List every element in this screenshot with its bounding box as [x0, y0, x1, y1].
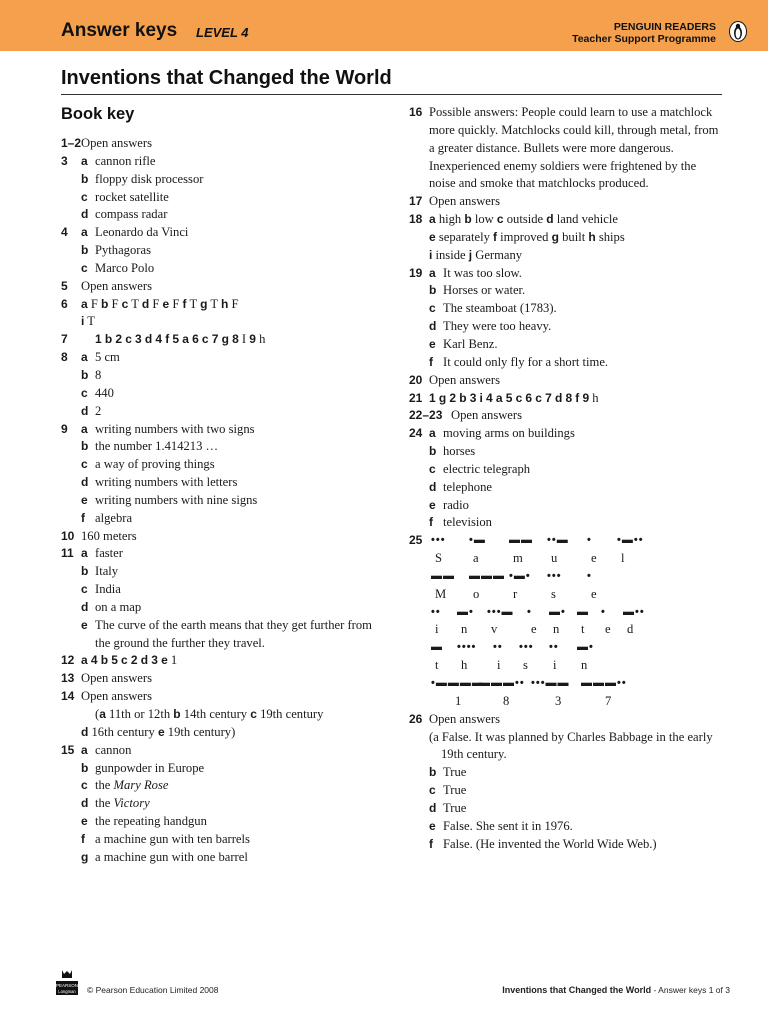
answer-row: c the Mary Rose: [81, 778, 169, 793]
answer-row: d compass radar: [81, 207, 168, 222]
right-column: [409, 104, 724, 853]
answer-row: b 8: [81, 367, 102, 382]
morse-code-row: 25 ••• •▬ ▬▬ ••▬ • •▬••: [409, 533, 644, 548]
answer-26-rest: [409, 764, 724, 853]
page-footer-text: Inventions that Changed the World - Answer keys 1 of 3: [502, 985, 730, 995]
answer-row: 11 a faster: [61, 546, 123, 561]
answer-row: 13 Open answers: [61, 671, 152, 686]
answer-18: 18 a high b low c outside d land vehicle: [409, 212, 618, 227]
header-bar: [0, 0, 768, 51]
answer-row: 12 a 4 b 5 c 2 d 3 e 1: [61, 653, 178, 668]
answer-row: 5 Open answers: [61, 278, 152, 293]
answer-row: d 2: [81, 403, 102, 418]
answer-row: e radio: [429, 497, 469, 512]
answer-16: 16 Possible answers: People could learn to use a matchlock more quickly. Matchlocks could kill, through metal, from a greater distance. Bullets were more dangerous. Inexperienced enemy soldiers were frightened by the noise and smoke that matchlocks produced.: [409, 105, 719, 191]
answer-17: 17 Open answers: [409, 194, 500, 209]
answer-row: e The curve of the earth means that they get further from the ground the further they travel.: [81, 617, 372, 650]
answer-row: b the number 1.414213 …: [81, 439, 219, 454]
copyright-text: © Pearson Education Limited 2008: [87, 985, 219, 995]
answer-row: c electric telegraph: [429, 461, 531, 476]
answer-row: c 440: [81, 385, 114, 400]
answer-24: [409, 425, 724, 532]
answer-19: [409, 265, 724, 372]
answer-row: c rocket satellite: [81, 189, 169, 204]
morse-letters-row: S a m u e l: [435, 551, 625, 566]
answer-row: g a machine gun with one barrel: [81, 849, 248, 864]
answer-keys-heading: Answer keys: [61, 20, 178, 41]
answer-row: d They were too heavy.: [429, 319, 552, 334]
answer-row: b floppy disk processor: [81, 171, 204, 186]
answer-row: c The steamboat (1783).: [429, 301, 557, 316]
answer-row: d writing numbers with letters: [81, 475, 238, 490]
answer-row: 8 a 5 cm: [61, 350, 120, 365]
answer-row: d on a map: [81, 599, 142, 614]
answer-row: i T: [81, 314, 95, 329]
answer-row: b True: [429, 765, 467, 780]
answer-row: 14 Open answers: [61, 689, 152, 704]
answer-row: (a 11th or 12th b 14th century c 19th century: [95, 707, 324, 721]
answer-22-23: 22–23 Open answers: [409, 408, 522, 423]
answer-row: b Pythagoras: [81, 243, 151, 258]
answer-row: f It could only fly for a short time.: [429, 354, 609, 369]
answer-row: d telephone: [429, 479, 492, 494]
answer-21: 21 1 g 2 b 3 i 4 a 5 c 6 c 7 d 8 f 9 h: [409, 390, 599, 405]
answer-row: 15 a cannon: [61, 742, 132, 757]
answer-row: f a machine gun with ten barrels: [81, 831, 250, 846]
answer-row: 7 1 b 2 c 3 d 4 f 5 a 6 c 7 g 8 I 9 h: [61, 332, 266, 347]
answer-26a: (a False. It was planned by Charles Babbage in the early 19th century.: [429, 729, 713, 762]
svg-text:Longman: Longman: [58, 989, 76, 994]
answer-row: e the repeating handgun: [81, 814, 207, 829]
title-divider: [61, 94, 722, 95]
answer-row: 4 a Leonardo da Vinci: [61, 225, 189, 240]
answer-row: 9 a writing numbers with two signs: [61, 421, 255, 436]
penguin-logo-icon: [729, 21, 747, 42]
answer-row: 19 a It was too slow.: [409, 265, 522, 280]
answer-18-cont: e separately f improved g built h ships: [429, 229, 625, 244]
answer-row: 6 a F b F c T d F e F f T g T h F: [61, 296, 239, 311]
answer-row: c India: [81, 582, 121, 597]
morse-letters-row: M o r s e: [435, 586, 597, 601]
answer-row: 24 a moving arms on buildings: [409, 426, 575, 441]
publisher-label: PENGUIN READERS Teacher Support Programme: [572, 21, 716, 45]
morse-code-row: ▬ •••• •• ••• •• ▬•: [431, 641, 594, 654]
answer-row: c a way of proving things: [81, 457, 215, 472]
answer-row: e writing numbers with nine signs: [81, 492, 258, 507]
left-column: [61, 135, 381, 867]
answer-row: f television: [429, 515, 492, 530]
morse-letters-row: t h i s i n: [435, 658, 588, 673]
answer-row: d the Victory: [81, 796, 150, 811]
morse-code-row: •▬▬▬▬ ▬▬▬•• •••▬▬ ▬▬▬••: [431, 677, 627, 689]
morse-letters-row: i n v e n t e d: [435, 622, 634, 637]
answer-row: b horses: [429, 444, 476, 459]
pearson-longman-logo-icon: [54, 968, 80, 996]
answer-row: e False. She sent it in 1976.: [429, 818, 573, 833]
answer-26: 26 Open answers: [409, 711, 500, 726]
morse-code-row: ▬▬ ▬▬▬ •▬• ••• •: [431, 569, 592, 582]
answer-row: 1–2 Open answers: [61, 136, 152, 150]
answer-25: [409, 532, 724, 710]
answer-row: d 16th century e 19th century): [81, 724, 236, 739]
answer-20: 20 Open answers: [409, 372, 500, 387]
answer-row: b Horses or water.: [429, 283, 526, 298]
level-label: LEVEL 4: [196, 25, 249, 40]
answer-row: 3 a cannon rifle: [61, 153, 156, 168]
svg-text:PEARSON: PEARSON: [55, 983, 79, 988]
answer-row: c True: [429, 783, 467, 798]
answer-row: e Karl Benz.: [429, 336, 498, 351]
answer-row: d True: [429, 800, 467, 815]
footer: [54, 968, 734, 998]
answer-row: f False. (He invented the World Wide Web.): [429, 836, 657, 851]
answer-row: b Italy: [81, 564, 119, 579]
morse-letters-row: 1 8 3 7: [455, 693, 612, 708]
answer-row: f algebra: [81, 510, 133, 525]
morse-code-row: •• ▬• •••▬ • ▬• ▬ • ▬••: [431, 605, 645, 618]
book-key-heading: Book key: [61, 105, 135, 123]
answer-18-cont2: i inside j Germany: [429, 247, 523, 262]
answer-row: 10 160 meters: [61, 528, 137, 543]
answer-row: c Marco Polo: [81, 260, 155, 275]
answer-row: b gunpowder in Europe: [81, 760, 205, 775]
page-title: Inventions that Changed the World: [61, 67, 392, 89]
